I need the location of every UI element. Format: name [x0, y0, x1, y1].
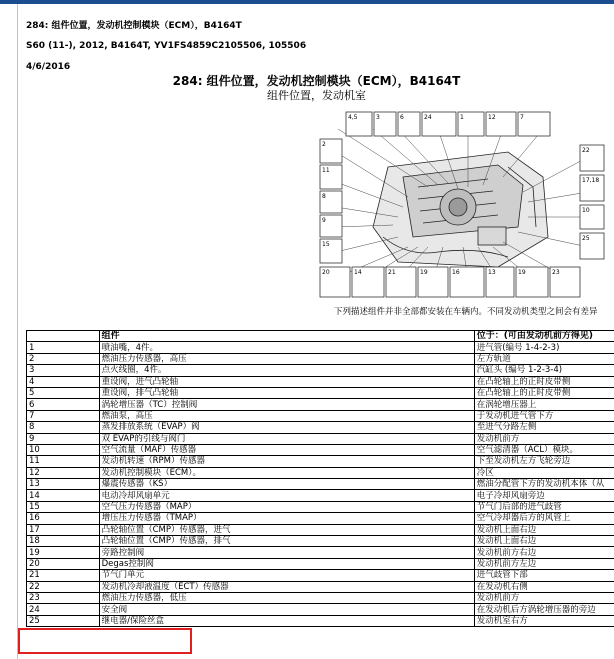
row-component: 发动机转速（RPM）传感器	[99, 456, 474, 467]
callout-label: 21	[388, 269, 396, 276]
table-row	[27, 536, 614, 547]
row-component: 发动机冷却液温度（ECT）传感器	[99, 581, 474, 592]
callout-label: 10	[582, 207, 590, 214]
row-location: 发动机前方	[474, 592, 614, 603]
row-location: 发动机前方左边	[474, 558, 614, 569]
components-table	[26, 330, 614, 627]
table-row	[27, 479, 614, 490]
row-location: 在凸轮轴上的正时皮带侧	[474, 387, 614, 398]
row-component: 爆震传感器（KS）	[99, 479, 474, 490]
row-location: 节气门后部的进气歧管	[474, 501, 614, 512]
row-component: 喷油嘴，4件。	[99, 342, 474, 353]
row-index: 7	[27, 410, 100, 421]
callout-label: 13	[488, 269, 496, 276]
row-index: 22	[27, 581, 100, 592]
row-component: 凸轮轴位置（CMP）传感器，排气	[99, 536, 474, 547]
row-component: 燃油压力传感器，高压	[99, 353, 474, 364]
row-index: 24	[27, 604, 100, 615]
table-row	[27, 387, 614, 398]
row-location: 进气管(编号 1-4-2-3)	[474, 342, 614, 353]
table-row	[27, 513, 614, 524]
table-row	[27, 604, 614, 615]
row-index: 16	[27, 513, 100, 524]
row-location: 在发动机后方涡轮增压器的旁边	[474, 604, 614, 615]
row-component: 安全阀	[99, 604, 474, 615]
table-row	[27, 547, 614, 558]
header-location: 位于：(可由发动机前方得见)	[474, 331, 614, 342]
row-index: 23	[27, 592, 100, 603]
callout-label: 1	[460, 114, 464, 121]
table-row	[27, 581, 614, 592]
callout-label: 3	[376, 114, 380, 121]
row-location: 在发动机右侧	[474, 581, 614, 592]
callout-label: 14	[354, 269, 362, 276]
row-location: 空气滤清器（ACL）模块。	[474, 444, 614, 455]
row-component: 重设阀，排气凸轮轴	[99, 387, 474, 398]
row-location: 汽缸头 (编号 1-2-3-4)	[474, 365, 614, 376]
row-location: 发动机室右方	[474, 615, 614, 626]
row-location: 发动机前方	[474, 433, 614, 444]
row-component: 涡轮增压器（TC）控制阀	[99, 399, 474, 410]
row-location: 燃油分配管下方的发动机本体（从	[474, 479, 614, 490]
row-location: 进气歧管下部	[474, 570, 614, 581]
engine-component-diagram	[318, 107, 608, 302]
table-row	[27, 410, 614, 421]
table-row	[27, 592, 614, 603]
row-component: 点火线圈，4件。	[99, 365, 474, 376]
row-component: 空气流量（MAF）传感器	[99, 444, 474, 455]
sub-heading: 组件位置，发动机室	[267, 89, 366, 102]
header-component: 组件	[99, 331, 474, 342]
row-location: 下至发动机左方飞轮旁边	[474, 456, 614, 467]
row-location: 发动机前方右边	[474, 547, 614, 558]
callout-label: 9	[322, 217, 326, 224]
row-index: 17	[27, 524, 100, 535]
callout-label: 24	[424, 114, 432, 121]
row-location: 在凸轮轴上的正时皮带侧	[474, 376, 614, 387]
row-index: 19	[27, 547, 100, 558]
row-component: 空气压力传感器（MAP）	[99, 501, 474, 512]
doc-vehicle-line: S60 (11-), 2012, B4164T, YV1FS4859C2105506, 105506	[26, 41, 307, 51]
row-index: 25	[27, 615, 100, 626]
doc-date-line: 4/6/2016	[26, 62, 71, 72]
table-row	[27, 501, 614, 512]
callout-label: 7	[520, 114, 524, 121]
row-index: 2	[27, 353, 100, 364]
callout-label: 2	[322, 141, 326, 148]
row-component: 燃油泵，高压	[99, 410, 474, 421]
row-location: 冷区	[474, 467, 614, 478]
row-index: 13	[27, 479, 100, 490]
row-index: 21	[27, 570, 100, 581]
row-component: 蒸发排放系统（EVAP）阀	[99, 422, 474, 433]
table-row	[27, 342, 614, 353]
row-index: 8	[27, 422, 100, 433]
table-row	[27, 524, 614, 535]
callout-label: 20	[322, 269, 330, 276]
table-row	[27, 444, 614, 455]
row-component: 节气门单元	[99, 570, 474, 581]
row-location: 至进气分路左侧	[474, 422, 614, 433]
row-component: 双 EVAP的引线与阀门	[99, 433, 474, 444]
table-row	[27, 365, 614, 376]
document-page	[24, 4, 614, 659]
table-row	[27, 376, 614, 387]
row-location: 发动机上面右边	[474, 536, 614, 547]
row-location: 电子冷却风扇旁边	[474, 490, 614, 501]
row-component: Degas控制阀	[99, 558, 474, 569]
row-component: 旁路控制阀	[99, 547, 474, 558]
callout-label: 12	[488, 114, 496, 121]
row-index: 10	[27, 444, 100, 455]
row-index: 11	[27, 456, 100, 467]
table-row	[27, 558, 614, 569]
callout-label: 6	[400, 114, 404, 121]
table-row	[27, 490, 614, 501]
row-location: 发动机上面右边	[474, 524, 614, 535]
table-row	[27, 570, 614, 581]
main-heading: 284: 组件位置，发动机控制模块（ECM），B4164T	[172, 74, 461, 88]
row-location: 于发动机进气管下方	[474, 410, 614, 421]
table-row	[27, 456, 614, 467]
row-index: 18	[27, 536, 100, 547]
row-location: 在涡轮增压器上	[474, 399, 614, 410]
table-row	[27, 615, 614, 626]
row-component: 凸轮轴位置（CMP）传感器，进气	[99, 524, 474, 535]
row-component: 发动机控制模块（ECM）。	[99, 467, 474, 478]
table-header-row	[27, 331, 614, 342]
callout-label: 19	[420, 269, 428, 276]
callouts-top	[346, 112, 550, 136]
row-location: 空气冷却器后方的风管上	[474, 513, 614, 524]
row-index: 14	[27, 490, 100, 501]
row-index: 4	[27, 376, 100, 387]
table-row	[27, 399, 614, 410]
row-index: 5	[27, 387, 100, 398]
row-component: 增压压力传感器（TMAP）	[99, 513, 474, 524]
table-body	[27, 342, 614, 627]
callout-label: 23	[552, 269, 560, 276]
row-index: 20	[27, 558, 100, 569]
callout-label: 19	[518, 269, 526, 276]
row-component: 重设阀，进气凸轮轴	[99, 376, 474, 387]
callout-label: 15	[322, 241, 330, 248]
callout-label: 16	[452, 269, 460, 276]
row-component: 电动冷却风扇单元	[99, 490, 474, 501]
callout-label: 11	[322, 167, 330, 174]
engine-illustration	[373, 152, 548, 267]
row-component: 继电器/保险丝盒	[99, 615, 474, 626]
callout-label: 8	[322, 193, 326, 200]
row-index: 3	[27, 365, 100, 376]
callouts-left	[320, 139, 342, 263]
row-index: 9	[27, 433, 100, 444]
row-index: 12	[27, 467, 100, 478]
row-index: 15	[27, 501, 100, 512]
doc-title-line: 284: 组件位置，发动机控制模块（ECM），B4164T	[26, 21, 242, 31]
left-margin-panel	[0, 4, 18, 659]
callout-label: 25	[582, 235, 590, 242]
install-note: 下列描述组件并非全部都安装在车辆内。不同发动机类型之间会有差异	[334, 307, 598, 317]
callout-label: 17,18	[582, 177, 600, 184]
highlight-box-relay-fuse	[18, 628, 192, 654]
callouts-bottom	[320, 267, 580, 297]
row-index: 6	[27, 399, 100, 410]
table-row	[27, 422, 614, 433]
table-row	[27, 467, 614, 478]
header-index	[27, 331, 100, 342]
row-component: 燃油压力传感器，低压	[99, 592, 474, 603]
table-row	[27, 433, 614, 444]
callout-label: 22	[582, 147, 590, 154]
row-index: 1	[27, 342, 100, 353]
table-row	[27, 353, 614, 364]
row-location: 左方轨道	[474, 353, 614, 364]
callout-label: 4,5	[348, 114, 358, 121]
